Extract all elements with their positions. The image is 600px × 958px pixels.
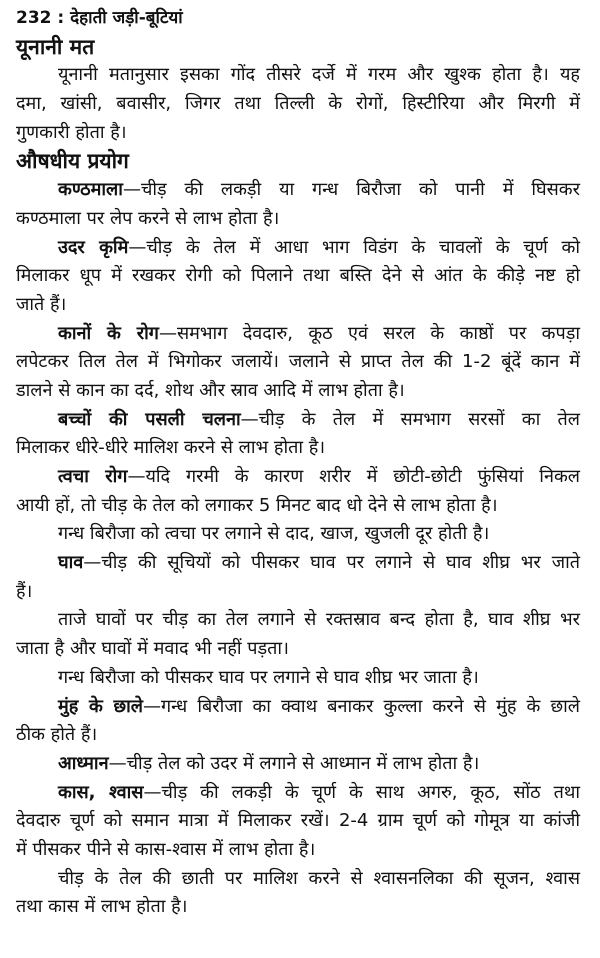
line-text: ताजे घावों पर चीड़ का तेल लगाने से रक्तस्राव बन्द होता है, घाव शीघ्र भर xyxy=(58,609,580,631)
line-text: —यदि गरमी के कारण शरीर में छोटी-छोटी फुंसियां निकल xyxy=(127,466,580,487)
remedy-term: कास, श्वास xyxy=(58,781,144,803)
line-text: गन्ध बिरौजा को त्वचा पर लगाने से दाद, खाज, खुजली दूर होती है। xyxy=(58,523,490,545)
line-text: गुणकारी होता है। xyxy=(16,121,127,143)
remedy-term: आध्मान xyxy=(58,752,109,774)
text-line xyxy=(16,721,580,750)
text-line xyxy=(16,836,580,865)
line-text: जाते हैं। xyxy=(16,293,67,315)
line-text: —चीड़ की लकड़ी या गन्ध बिरौजा को पानी में घिसकर xyxy=(122,179,580,201)
paragraph xyxy=(16,693,580,750)
line-text: आयी हों, तो चीड़ के तेल को लगाकर 5 मिनट बाद धो देने से लाभ होता है। xyxy=(16,494,498,516)
text-line xyxy=(16,90,580,119)
line-text: हैं। xyxy=(16,580,33,602)
text-line xyxy=(16,406,580,435)
text-line xyxy=(16,377,580,406)
text-line xyxy=(16,893,580,922)
line-text: —चीड़ की लकड़ी के चूर्ण के साथ अगरु, कूठ, सोंठ तथा xyxy=(143,781,580,803)
text-line xyxy=(16,578,580,607)
line-text: चीड़ के तेल की छाती पर मालिश करने से श्वासनलिका की सूजन, श्वास xyxy=(58,867,580,889)
line-text: लपेटकर तिल तेल में भिगोकर जलायें। जलाने से प्राप्त तेल की 1-2 बूंदें कान में xyxy=(16,351,580,373)
line-text: —चीड़ की सूचियों को पीसकर घाव पर लगाने से घाव शीघ्र भर जाते xyxy=(83,552,580,574)
remedy-term: घाव xyxy=(58,552,84,574)
text-line xyxy=(16,262,580,291)
paragraph xyxy=(16,549,580,606)
line-text: तथा कास में लाभ होता है। xyxy=(16,896,188,918)
text-line xyxy=(16,807,580,836)
line-text: देवदारु चूर्ण को समान मात्रा में मिलाकर रखें। 2-4 ग्राम चूर्ण को गोमूत्र या कांजी xyxy=(16,810,580,832)
text-line xyxy=(16,520,580,549)
text-line xyxy=(16,463,580,492)
line-text: गन्ध बिरौजा को पीसकर घाव पर लगाने से घाव शीघ्र भर जाता है। xyxy=(58,666,479,688)
paragraph xyxy=(16,606,580,663)
remedy-term: कण्ठमाला xyxy=(58,179,123,201)
text-line xyxy=(16,606,580,635)
line-text: कण्ठमाला पर लेप करने से लाभ होता है। xyxy=(16,207,280,229)
remedy-term: मुंह के छाले xyxy=(58,695,144,717)
running-header: 232 : देहाती जड़ी-बूटियां xyxy=(16,8,183,28)
text-line xyxy=(16,205,580,234)
remedy-term: कानों के रोग xyxy=(58,322,159,344)
text-line xyxy=(16,635,580,664)
section-heading: यूनानी मत xyxy=(16,34,95,59)
text-line xyxy=(16,693,580,722)
text-line xyxy=(16,779,580,808)
line-text: ठीक होते हैं। xyxy=(16,724,98,746)
line-text: जाता है और घावों में मवाद भी नहीं पड़ता। xyxy=(16,638,289,660)
line-text: मिलाकर धूप में रखकर रोगी को पिलाने तथा बस्ति देने से आंत के कीड़े नष्ट हो xyxy=(16,265,580,287)
text-line xyxy=(16,549,580,578)
line-text: —गन्ध बिरौजा का क्वाथ बनाकर कुल्ला करने से मुंह के छाले xyxy=(143,695,580,717)
text-line xyxy=(16,61,580,90)
text-line xyxy=(16,320,580,349)
text-line xyxy=(16,291,580,320)
text-line xyxy=(16,865,580,894)
page-body xyxy=(16,33,580,922)
line-text: मिलाकर धीरे-धीरे मालिश करने से लाभ होता है। xyxy=(16,437,326,459)
text-line xyxy=(16,119,580,148)
paragraph xyxy=(16,234,580,320)
text-line xyxy=(16,664,580,693)
line-text: में पीसकर पीने से कास-श्वास में लाभ होता है। xyxy=(16,838,316,860)
paragraph xyxy=(16,520,580,549)
line-text: डालने से कान का दर्द, शोथ और स्राव आदि में लाभ होता है। xyxy=(16,379,405,401)
paragraph xyxy=(16,61,580,147)
remedy-term: बच्चों की पसली चलना xyxy=(58,408,241,430)
paragraph xyxy=(16,865,580,922)
text-line xyxy=(16,348,580,377)
text-line xyxy=(16,492,580,521)
section-heading: औषधीय प्रयोग xyxy=(16,149,129,174)
text-line xyxy=(16,234,580,263)
paragraph xyxy=(16,406,580,463)
paragraph xyxy=(16,779,580,865)
paragraph xyxy=(16,664,580,693)
line-text: दमा, खांसी, बवासीर, जिगर तथा तिल्ली के रोगों, हिस्टीरिया और मिरगी में xyxy=(16,93,580,115)
paragraph xyxy=(16,176,580,233)
paragraph xyxy=(16,750,580,779)
line-text: —चीड़ के तेल में आधा भाग विडंग के चावलों के चूर्ण को xyxy=(128,236,580,258)
line-text: —चीड़ तेल को उदर में लगाने से आध्मान में लाभ होता है। xyxy=(108,752,480,774)
line-text: —समभाग देवदारु, कूठ एवं सरल के काष्ठों पर कपड़ा xyxy=(158,322,581,344)
remedy-term: त्वचा रोग xyxy=(58,466,128,487)
line-text: यूनानी मतानुसार इसका गोंद तीसरे दर्जे में गरम और खुश्क होता है। यह xyxy=(58,64,580,86)
paragraph xyxy=(16,320,580,406)
text-line xyxy=(16,434,580,463)
text-line xyxy=(16,176,580,205)
text-line xyxy=(16,750,580,779)
remedy-term: उदर कृमि xyxy=(58,236,129,258)
paragraph xyxy=(16,463,580,520)
line-text: —चीड़ के तेल में समभाग सरसों का तेल xyxy=(240,408,580,430)
